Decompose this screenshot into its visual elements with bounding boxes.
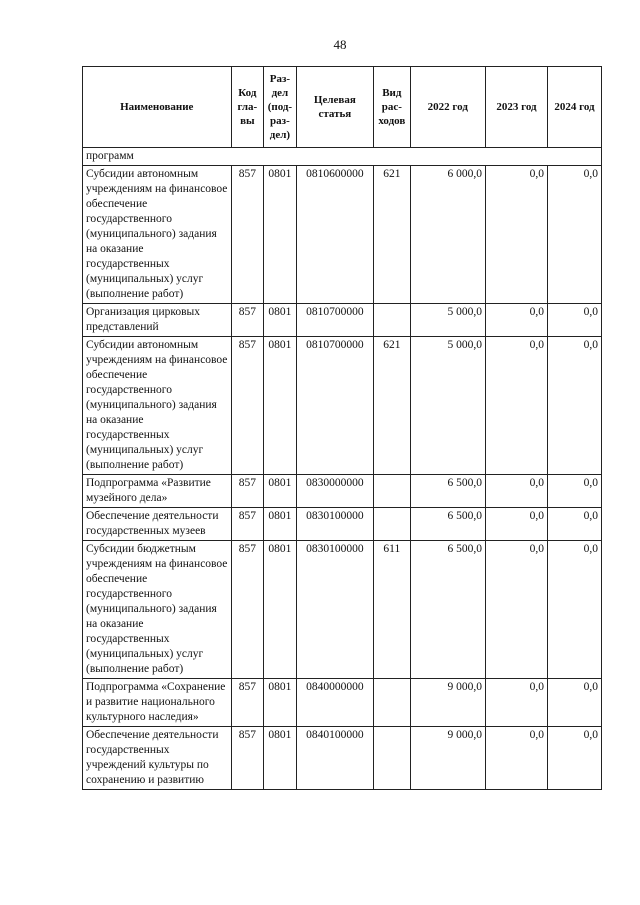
- cell-glava-code: 857: [231, 679, 264, 727]
- cell-expense-type: [374, 727, 411, 790]
- cell-year-2022: 6 000,0: [410, 166, 485, 304]
- cell-year-2022: 6 500,0: [410, 475, 485, 508]
- cell-year-2022: 9 000,0: [410, 727, 485, 790]
- cell-year-2024: 0,0: [548, 727, 602, 790]
- table-row: [83, 337, 602, 475]
- cell-year-2022: 9 000,0: [410, 679, 485, 727]
- table-header-row: [83, 67, 602, 148]
- cell-target-article: 0830100000: [296, 541, 373, 679]
- table-row: [83, 166, 602, 304]
- cell-name: Субсидии автономным учреждениям на финансовое обеспечение государственного (муниципального) задания на оказание государственных (муниципальных) услуг (выполнение работ): [83, 337, 232, 475]
- cell-target-article: 0810700000: [296, 304, 373, 337]
- cell-expense-type: [374, 475, 411, 508]
- cell-name: Подпрограмма «Развитие музейного дела»: [83, 475, 232, 508]
- cell-glava-code: 857: [231, 541, 264, 679]
- table-row: [83, 508, 602, 541]
- cell-razdel: 0801: [264, 541, 297, 679]
- cell-year-2023: 0,0: [485, 541, 547, 679]
- header-glava-code: Код гла- вы: [231, 67, 264, 148]
- cell-glava-code: 857: [231, 727, 264, 790]
- cell-expense-type: [374, 304, 411, 337]
- table-row-continuation: [83, 148, 602, 166]
- table-row: [83, 475, 602, 508]
- cell-year-2022: 5 000,0: [410, 337, 485, 475]
- budget-table: [82, 66, 602, 790]
- header-year-2022: 2022 год: [410, 67, 485, 148]
- cell-target-article: 0810600000: [296, 166, 373, 304]
- cell-year-2023: 0,0: [485, 337, 547, 475]
- cell-expense-type: 611: [374, 541, 411, 679]
- cell-target-article: 0840000000: [296, 679, 373, 727]
- cell-year-2024: 0,0: [548, 508, 602, 541]
- cell-razdel: 0801: [264, 679, 297, 727]
- cell-year-2022: 5 000,0: [410, 304, 485, 337]
- cell-glava-code: 857: [231, 166, 264, 304]
- page-number: 48: [333, 37, 347, 52]
- cell-razdel: 0801: [264, 304, 297, 337]
- cell-name: Субсидии автономным учреждениям на финансовое обеспечение государственного (муниципального) задания на оказание государственных (муниципальных) услуг (выполнение работ): [83, 166, 232, 304]
- cell-razdel: 0801: [264, 475, 297, 508]
- cell-year-2023: 0,0: [485, 508, 547, 541]
- cell-target-article: 0810700000: [296, 337, 373, 475]
- cell-razdel: 0801: [264, 727, 297, 790]
- cell-year-2024: 0,0: [548, 304, 602, 337]
- cell-target-article: 0840100000: [296, 727, 373, 790]
- cell-year-2022: 6 500,0: [410, 508, 485, 541]
- cell-year-2024: 0,0: [548, 337, 602, 475]
- cell-expense-type: 621: [374, 337, 411, 475]
- cell-year-2022: 6 500,0: [410, 541, 485, 679]
- header-expense-type: Вид рас- ходов: [374, 67, 411, 148]
- cell-name: Обеспечение деятельности государственных учреждений культуры по сохранению и развитию: [83, 727, 232, 790]
- cell-glava-code: 857: [231, 508, 264, 541]
- cell-razdel: 0801: [264, 337, 297, 475]
- cell-expense-type: 621: [374, 166, 411, 304]
- table-row: [83, 304, 602, 337]
- cell-target-article: 0830100000: [296, 508, 373, 541]
- cell-year-2024: 0,0: [548, 679, 602, 727]
- header-year-2023: 2023 год: [485, 67, 547, 148]
- header-target-article: Целевая статья: [296, 67, 373, 148]
- cell-name: Подпрограмма «Сохранение и развитие национального культурного наследия»: [83, 679, 232, 727]
- cell-name: Организация цирковых представлений: [83, 304, 232, 337]
- cell-year-2024: 0,0: [548, 475, 602, 508]
- cell-expense-type: [374, 679, 411, 727]
- cell-year-2024: 0,0: [548, 166, 602, 304]
- cell-razdel: 0801: [264, 166, 297, 304]
- cell-razdel: 0801: [264, 508, 297, 541]
- header-year-2024: 2024 год: [548, 67, 602, 148]
- cell-target-article: 0830000000: [296, 475, 373, 508]
- table-row: [83, 727, 602, 790]
- table-row: [83, 679, 602, 727]
- cell-glava-code: 857: [231, 475, 264, 508]
- continuation-text: программ: [83, 148, 602, 166]
- cell-name: Субсидии бюджетным учреждениям на финансовое обеспечение государственного (муниципального) задания на оказание государственных (муниципальных) услуг (выполнение работ): [83, 541, 232, 679]
- cell-year-2024: 0,0: [548, 541, 602, 679]
- cell-glava-code: 857: [231, 337, 264, 475]
- cell-year-2023: 0,0: [485, 679, 547, 727]
- cell-year-2023: 0,0: [485, 475, 547, 508]
- cell-name: Обеспечение деятельности государственных музеев: [83, 508, 232, 541]
- cell-year-2023: 0,0: [485, 727, 547, 790]
- header-name: Наименование: [83, 67, 232, 148]
- cell-year-2023: 0,0: [485, 166, 547, 304]
- cell-glava-code: 857: [231, 304, 264, 337]
- table-row: [83, 541, 602, 679]
- cell-expense-type: [374, 508, 411, 541]
- cell-year-2023: 0,0: [485, 304, 547, 337]
- header-razdel: Раз- дел (под- раз- дел): [264, 67, 297, 148]
